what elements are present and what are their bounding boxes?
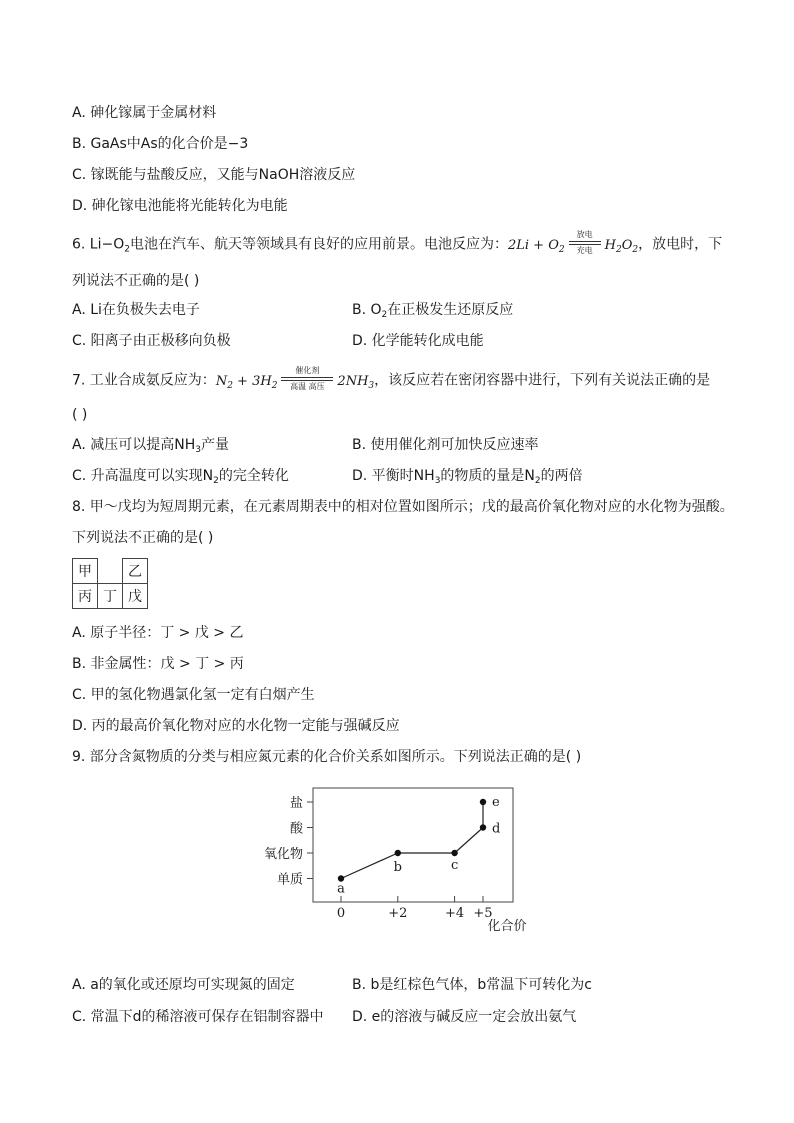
- q5-option-b[interactable]: B. GaAs中As的化合价是−3: [72, 136, 249, 152]
- q5-option-a[interactable]: A. 砷化镓属于金属材料: [72, 105, 217, 121]
- periodic-table-fragment: [72, 558, 148, 609]
- q6-option-c[interactable]: C. 阳离子由正极移向负极: [72, 333, 231, 349]
- q5-option-d[interactable]: D. 砷化镓电池能将光能转化为电能: [72, 198, 288, 214]
- q6-option-a[interactable]: A. Li在负极失去电子: [72, 302, 200, 318]
- q6-stem-line1: 6. $Li-O_2$电池在汽车、航天等领域具有良好的应用前景。电池反应为：$2Li + O_2$ 放电 充电 $H_2O_2$，放电时，下: [72, 230, 723, 255]
- q6-reversible-arrow: 放电 充电: [569, 230, 601, 256]
- pt-cell-bing: 丙: [73, 584, 98, 609]
- q5-option-c[interactable]: C. 镓既能与盐酸反应，又能与NaOH溶液反应: [72, 167, 356, 183]
- x-tick-label: +5: [473, 906, 493, 921]
- q9-stem: 9. 部分含氮物质的分类与相应氮元素的化合价关系如图所示。下列说法正确的是( ): [72, 749, 582, 765]
- data-point-e: [480, 799, 486, 805]
- nitrogen-valence-chart: [250, 780, 550, 940]
- q6-option-b[interactable]: B. $O_2$在正极发生还原反应: [352, 302, 514, 320]
- data-point-d: [480, 824, 486, 830]
- q8-option-d[interactable]: D. 丙的最高价氧化物对应的水化物一定能与强碱反应: [72, 718, 400, 734]
- q6-option-d[interactable]: D. 化学能转化成电能: [352, 333, 484, 349]
- x-tick-label: 0: [336, 906, 346, 921]
- pt-cell-ding: 丁: [98, 584, 123, 609]
- data-point-label: d: [492, 821, 501, 837]
- data-point-c: [451, 850, 457, 856]
- q7-option-b[interactable]: B. 使用催化剂可加快反应速率: [352, 437, 539, 453]
- data-point-label: b: [393, 860, 402, 875]
- q8-stem-line2: 下列说法不正确的是( ): [72, 530, 214, 546]
- pt-cell-yi: 乙: [123, 559, 148, 584]
- q7-option-c[interactable]: C. 升高温度可以实现$N_2$的完全转化: [72, 468, 289, 486]
- q9-option-a[interactable]: A. a的氧化或还原均可实现氮的固定: [72, 977, 295, 993]
- y-tick-label: 单质: [276, 872, 303, 888]
- q6-stem-line2: 列说法不正确的是( ): [72, 273, 200, 289]
- series-segment: [455, 828, 483, 854]
- q8-option-a[interactable]: A. 原子半径：丁 > 戊 > 乙: [72, 625, 244, 641]
- q7-option-a[interactable]: A. 减压可以提高$NH_3$产量: [72, 437, 229, 455]
- y-tick-label: 盐: [289, 796, 303, 811]
- q9-option-d[interactable]: D. e的溶液与碱反应一定会放出氨气: [352, 1009, 577, 1025]
- q8-option-c[interactable]: C. 甲的氢化物遇氯化氢一定有白烟产生: [72, 687, 315, 703]
- x-tick-label: +4: [445, 906, 465, 921]
- pt-cell-empty: [98, 559, 123, 584]
- q7-stem-line1: 7. 工业合成氨反应为：$N_2 + 3H_2$ 催化剂 高温 高压 $2NH_3$，该反应若在密闭容器中进行，下列有关说法正确的是: [72, 366, 711, 391]
- y-tick-label: 氧化物: [263, 847, 303, 862]
- series-segment: [341, 853, 398, 879]
- data-point-label: a: [337, 881, 345, 897]
- q8-stem-line1: 8. 甲～戊均为短周期元素，在元素周期表中的相对位置如图所示；戊的最高价氧化物对应的水化物为强酸。: [72, 499, 734, 515]
- pt-cell-jia: 甲: [73, 559, 98, 584]
- q9-option-c[interactable]: C. 常温下d的稀溶液可保存在铝制容器中: [72, 1009, 324, 1025]
- chart-x-axis-label: 化合价: [487, 919, 527, 934]
- data-point-label: c: [450, 858, 459, 873]
- q7-stem-line2: ( ): [72, 407, 88, 423]
- x-tick-label: +2: [388, 906, 408, 921]
- q9-option-b[interactable]: B. b是红棕色气体，b常温下可转化为c: [352, 977, 592, 993]
- q8-option-b[interactable]: B. 非金属性：戊 > 丁 > 丙: [72, 656, 244, 672]
- y-tick-label: 酸: [289, 821, 303, 837]
- q6-equation: $2Li + O_2$ 放电 充电 $H_2O_2$: [507, 230, 639, 255]
- pt-cell-wu: 戊: [123, 584, 148, 609]
- q7-option-d[interactable]: D. 平衡时$NH_3$的物质的量是$N_2$的两倍: [352, 468, 583, 486]
- data-point-b: [395, 850, 401, 856]
- data-point-label: e: [492, 795, 500, 810]
- q7-reversible-arrow: 催化剂 高温 高压: [281, 366, 333, 392]
- q7-equation: $N_2 + 3H_2$ 催化剂 高温 高压 $2NH_3$: [215, 366, 375, 391]
